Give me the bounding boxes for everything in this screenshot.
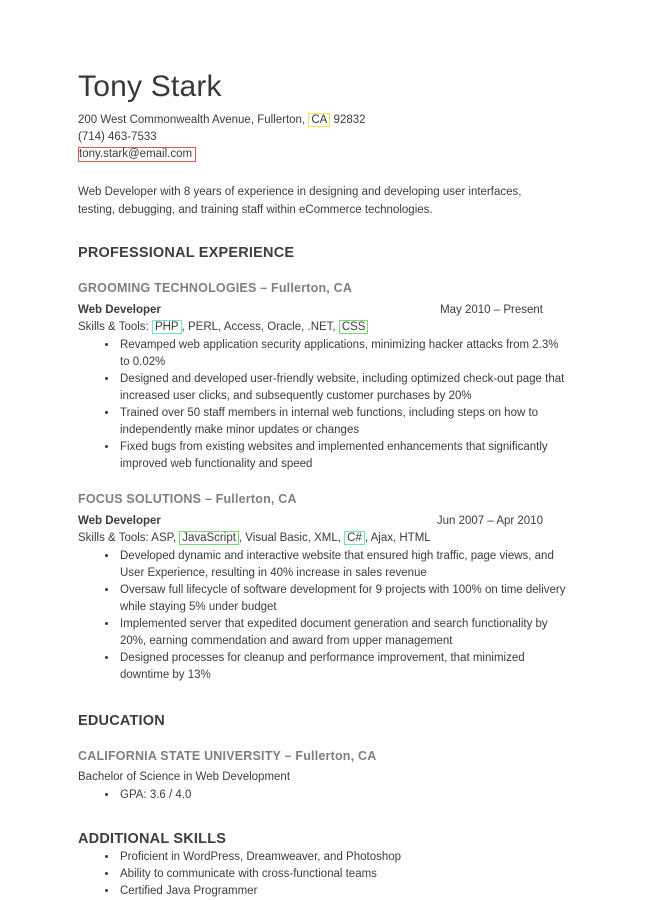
section-heading-education: EDUCATION — [78, 713, 165, 729]
skills-text: , Ajax, HTML — [364, 532, 431, 544]
person-name: Tony Stark — [78, 70, 222, 103]
job-bullet-list — [78, 548, 568, 684]
company-name: FOCUS SOLUTIONS – Fullerton, CA — [78, 492, 297, 506]
address-line — [78, 112, 568, 129]
contact-block — [78, 112, 568, 163]
summary-paragraph: Web Developer with 8 years of experience in designing and developing user interfaces, testing, debugging, and training staff within eCommerce technologies. — [78, 186, 522, 216]
email-line — [78, 146, 568, 163]
bullet-item: • Oversaw full lifecycle of software development for 9 projects with 100% on time delivery while staying 5% under budget — [118, 582, 568, 616]
bullet-item: • Ability to communicate with cross-functional teams — [118, 866, 568, 883]
highlight-email: tony.stark@email.com — [78, 147, 196, 162]
skills-line — [78, 530, 568, 547]
bullet-item: • Implemented server that expedited document generation and search functionality by 20%, earning commendation and award from upper management — [118, 616, 568, 650]
skills-text: , Visual Basic, XML, — [238, 532, 345, 544]
education-bullet-list — [78, 787, 568, 804]
bullet-item: • Certified Java Programmer — [118, 883, 568, 900]
bullet-item: • Fixed bugs from existing websites and implemented enhancements that significantly improved web functionality and speed — [118, 439, 568, 473]
highlight-javascript: JavaScript — [179, 531, 239, 545]
degree-line: Bachelor of Science in Web Development — [78, 771, 291, 783]
highlight-css: CSS — [339, 320, 369, 334]
bullet-item: • Designed processes for cleanup and performance improvement, that minimized downtime by 13% — [118, 650, 568, 684]
job-entry — [78, 280, 568, 473]
address-suffix: 92832 — [333, 114, 366, 126]
section-heading-additional-skills: ADDITIONAL SKILLS — [78, 831, 227, 847]
role-row — [78, 302, 568, 318]
school-name: CALIFORNIA STATE UNIVERSITY – Fullerton, CA — [78, 749, 377, 763]
skills-label: Skills & Tools: — [78, 321, 149, 333]
highlight-php: PHP — [152, 320, 182, 334]
job-title: Web Developer — [78, 515, 161, 527]
bullet-item: • Developed dynamic and interactive website that ensured high traffic, page views, and User Experience, resulting in 40% increase in sales revenue — [118, 548, 568, 582]
resume-header — [78, 70, 568, 163]
job-entry — [78, 491, 568, 684]
bullet-item: • GPA: 3.6 / 4.0 — [118, 787, 568, 804]
job-bullet-list — [78, 337, 568, 473]
job-title: Web Developer — [78, 304, 161, 316]
job-dates: May 2010 – Present — [440, 304, 543, 316]
skills-label: Skills & Tools: — [78, 532, 149, 544]
company-name: GROOMING TECHNOLOGIES – Fullerton, CA — [78, 281, 353, 295]
bullet-item: • Trained over 50 staff members in internal web functions, including steps on how to independently make minor updates or changes — [118, 405, 568, 439]
job-dates: Jun 2007 – Apr 2010 — [436, 515, 543, 527]
bullet-item: • Revamped web application security applications, minimizing hacker attacks from 2.3% to 0.02% — [118, 337, 568, 371]
address-prefix: 200 West Commonwealth Avenue, Fullerton, — [78, 114, 306, 126]
section-heading-experience: PROFESSIONAL EXPERIENCE — [78, 245, 295, 261]
skills-text: , PERL, Access, Oracle, .NET, — [181, 321, 339, 333]
phone-line: (714) 463-7533 — [78, 131, 157, 143]
skills-line — [78, 319, 568, 336]
skills-text: ASP, — [151, 532, 180, 544]
additional-skills-list — [78, 849, 568, 900]
education-entry — [78, 748, 568, 804]
highlight-state: CA — [308, 113, 330, 127]
highlight-csharp: C# — [344, 531, 365, 545]
bullet-item: • Proficient in WordPress, Dreamweaver, and Photoshop — [118, 849, 568, 866]
bullet-item: • Designed and developed user-friendly website, including optimized check-out page that increased user clicks, and subsequently customer purchases by 20% — [118, 371, 568, 405]
role-row — [78, 513, 568, 529]
